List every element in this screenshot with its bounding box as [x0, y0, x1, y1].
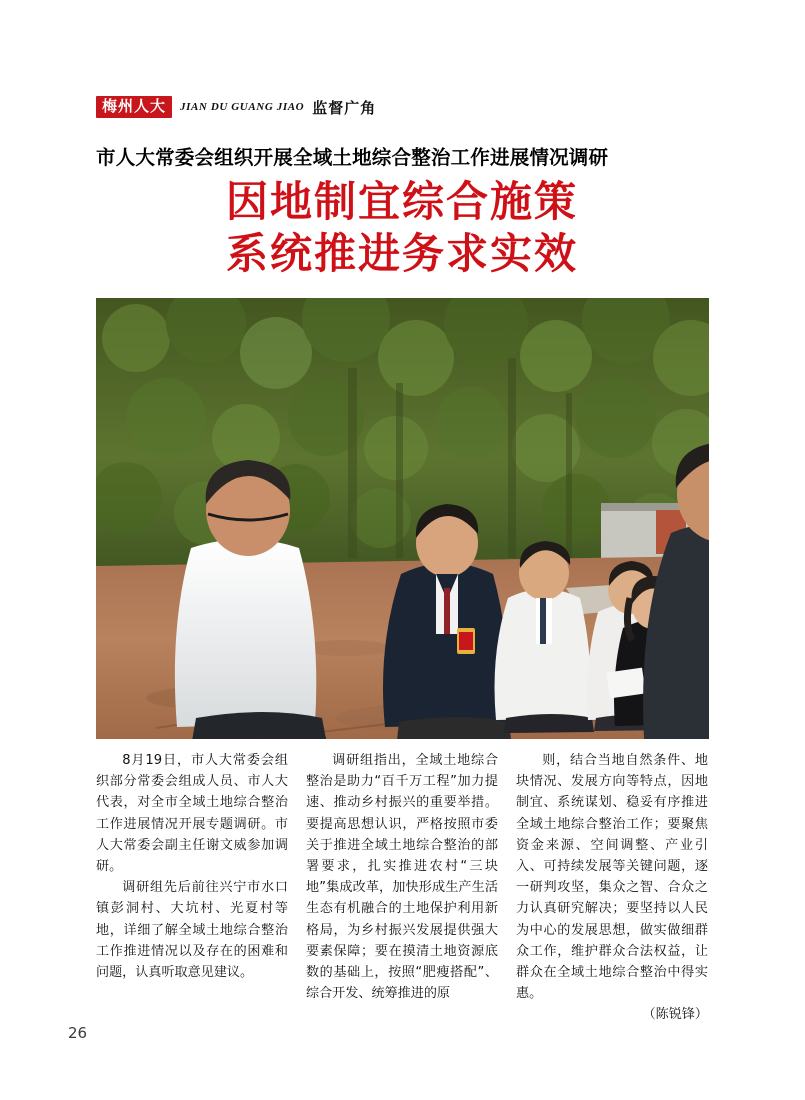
article-kicker: 市人大常委会组织开展全域土地综合整治工作进展情况调研: [96, 146, 609, 169]
article-byline: （陈锐锋）: [642, 1007, 708, 1023]
body-column-1: [96, 750, 288, 1026]
headline-line-2: 系统推进务求实效: [225, 229, 578, 279]
paragraph: 调研组先后前往兴宁市水口镇彭洞村、大坑村、光夏村等地，详细了解全域土地综合整治工作推进情况以及存在的困难和问题，认真听取意见建议。: [96, 880, 288, 981]
publication-logo: 梅州人大: [96, 96, 172, 118]
article-body: [96, 750, 709, 1026]
page-number: 26: [68, 1024, 88, 1042]
section-title: 监督广角: [312, 98, 377, 117]
article-photo: [96, 298, 709, 739]
paragraph: 8月19日，市人大常委会组织部分常委会组成人员、市人大代表，对全市全域土地综合整治工作进展情况开展专题调研。市人大常委会副主任谢文威参加调研。: [96, 753, 288, 875]
paragraph: 则，结合当地自然条件、地块情况、发展方向等特点，因地制宜、系统谋划、稳妥有序推进全域土地综合整治工作；要聚焦资金来源、空间调整、产业引入、可持续发展等关键问题，逐一研判攻坚，集众之智、合众之力认真研究解决；要坚持以人民为中心的发展思想，做实做细群众工作，维护群众合法权益，让群众在全域土地综合整治中得实惠。: [516, 753, 708, 1002]
section-pinyin: JIAN DU GUANG JIAO: [180, 100, 305, 113]
masthead: [96, 96, 376, 118]
headline-line-1: 因地制宜综合施策: [225, 177, 578, 226]
photo-illustration: [96, 298, 709, 739]
body-column-3: [516, 750, 708, 1026]
paragraph: 调研组指出，全域土地综合整治是助力“百千万工程”加力提速、推动乡村振兴的重要举措。要提高思想认识，严格按照市委关于推进全域土地综合整治的部署要求，扎实推进农村“三块地”集成改革，加快形成生产生活生态有机融合的土地保护利用新格局，为乡村振兴发展提供强大要素保障；要在摸清土地资源底数的基础上，按照“肥瘦搭配”、综合开发、统筹推进的原: [306, 753, 498, 1002]
article-headline: [96, 176, 708, 280]
body-column-2: [306, 750, 498, 1026]
